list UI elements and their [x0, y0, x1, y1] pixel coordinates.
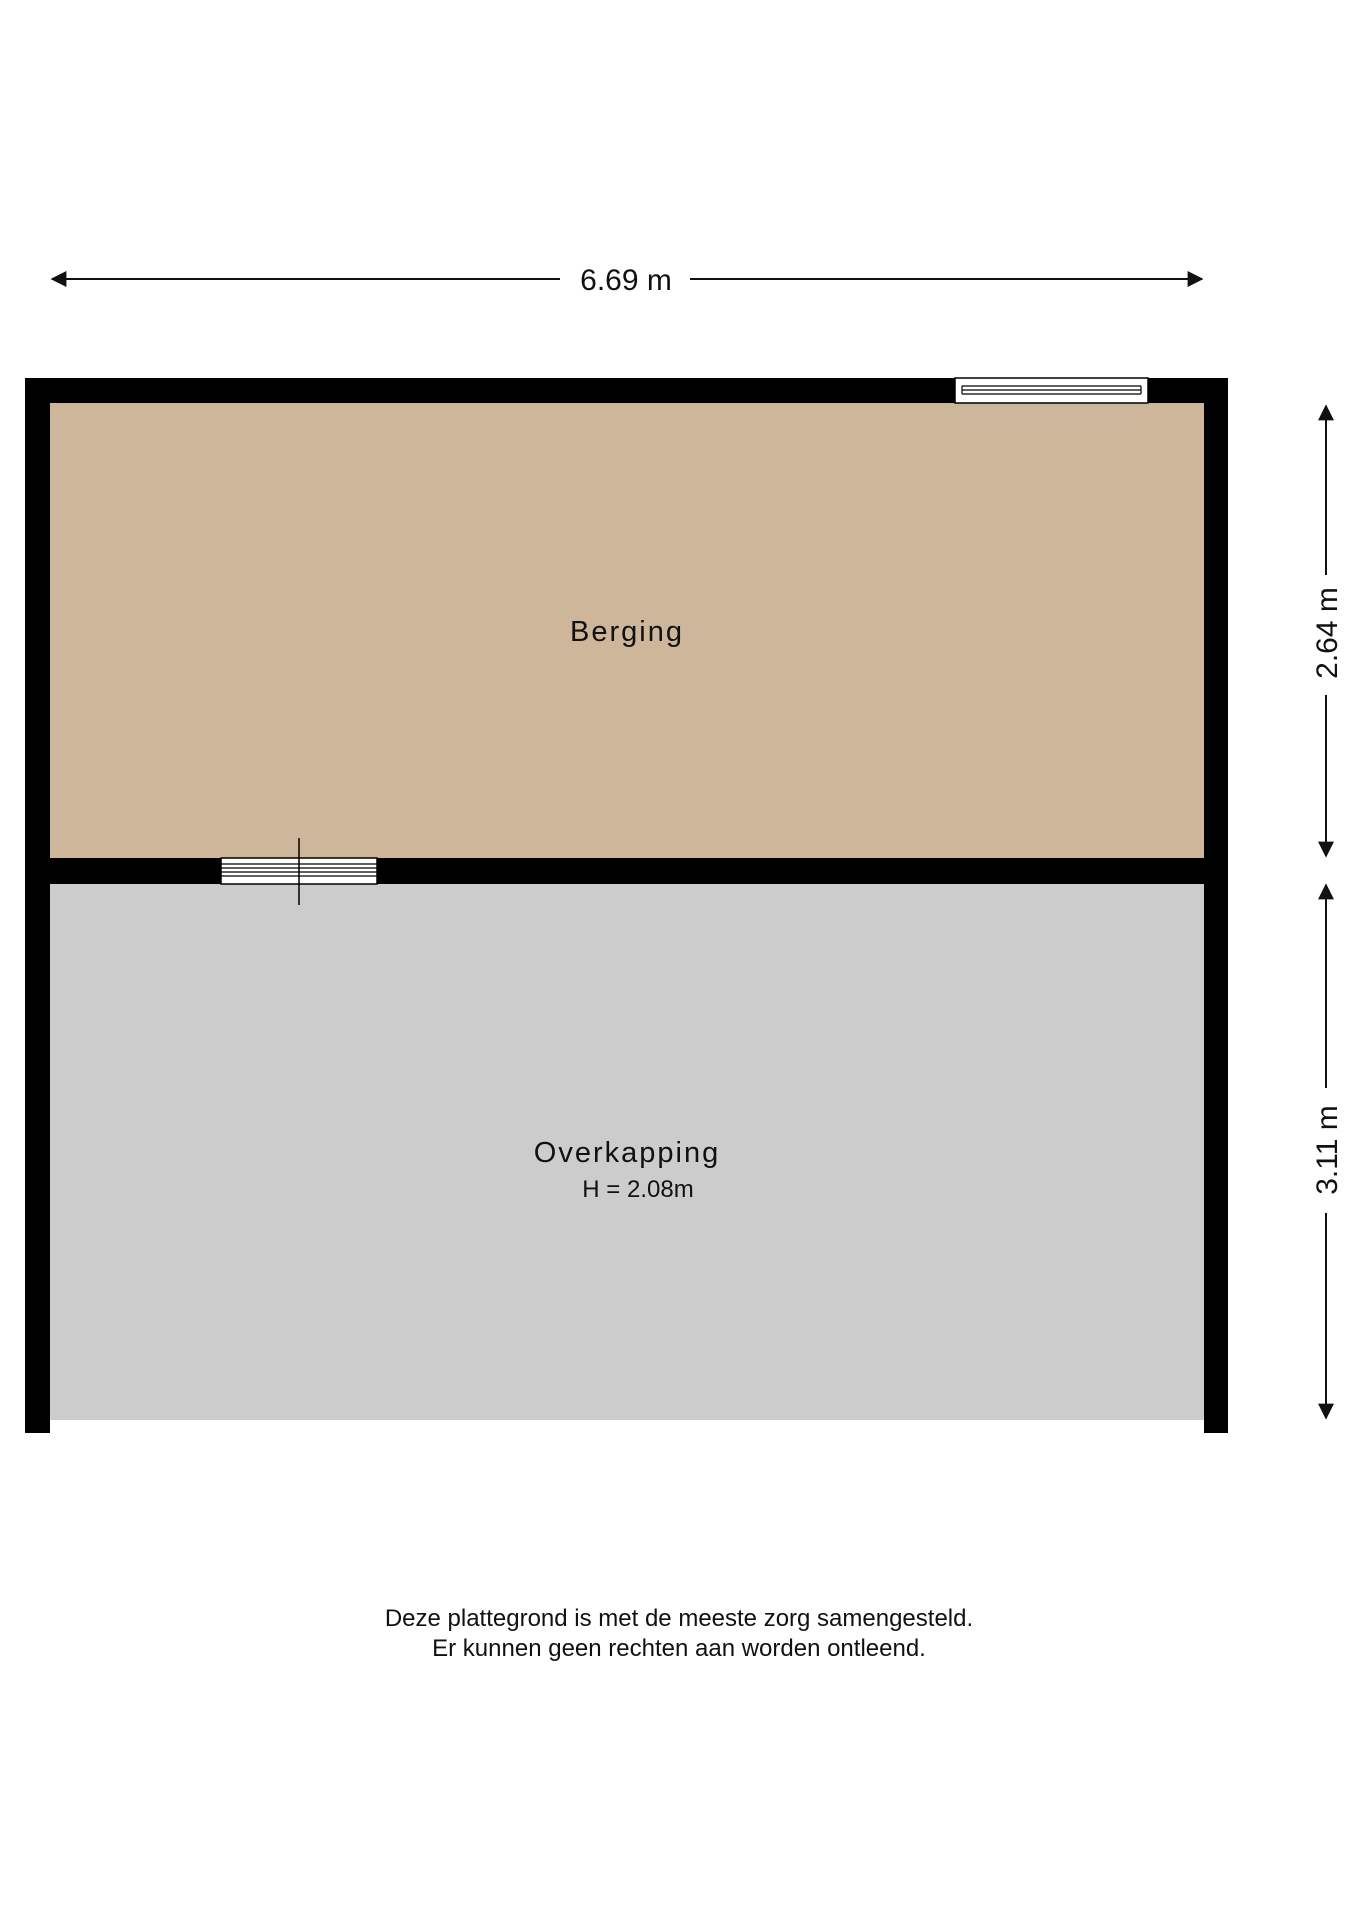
dimension-height-overkapping-label: 3.11 m: [1311, 1105, 1344, 1195]
wall-middle-right: [377, 858, 1204, 884]
room-label-overkapping: Overkapping: [533, 1137, 721, 1169]
dimension-height-berging-label: 2.64 m: [1311, 587, 1344, 679]
wall-middle-left: [50, 858, 221, 884]
wall-left: [25, 378, 50, 1433]
wall-top-left: [25, 378, 955, 403]
room-label-berging: Berging: [570, 616, 684, 648]
wall-right: [1204, 378, 1228, 1433]
room-note-overkapping: H = 2.08m: [582, 1176, 694, 1203]
dimension-height-overkapping: [1311, 885, 1344, 1418]
disclaimer-line-2: Er kunnen geen rechten aan worden ontleend.: [432, 1635, 926, 1662]
disclaimer: [0, 1604, 1358, 1664]
dimension-width-label: 6.69 m: [580, 264, 672, 297]
dimension-width: [52, 264, 1202, 297]
disclaimer-line-1: Deze plattegrond is met de meeste zorg samengesteld.: [384, 1605, 974, 1632]
window-top: [955, 378, 1148, 403]
dimension-height-berging: [1311, 406, 1344, 856]
